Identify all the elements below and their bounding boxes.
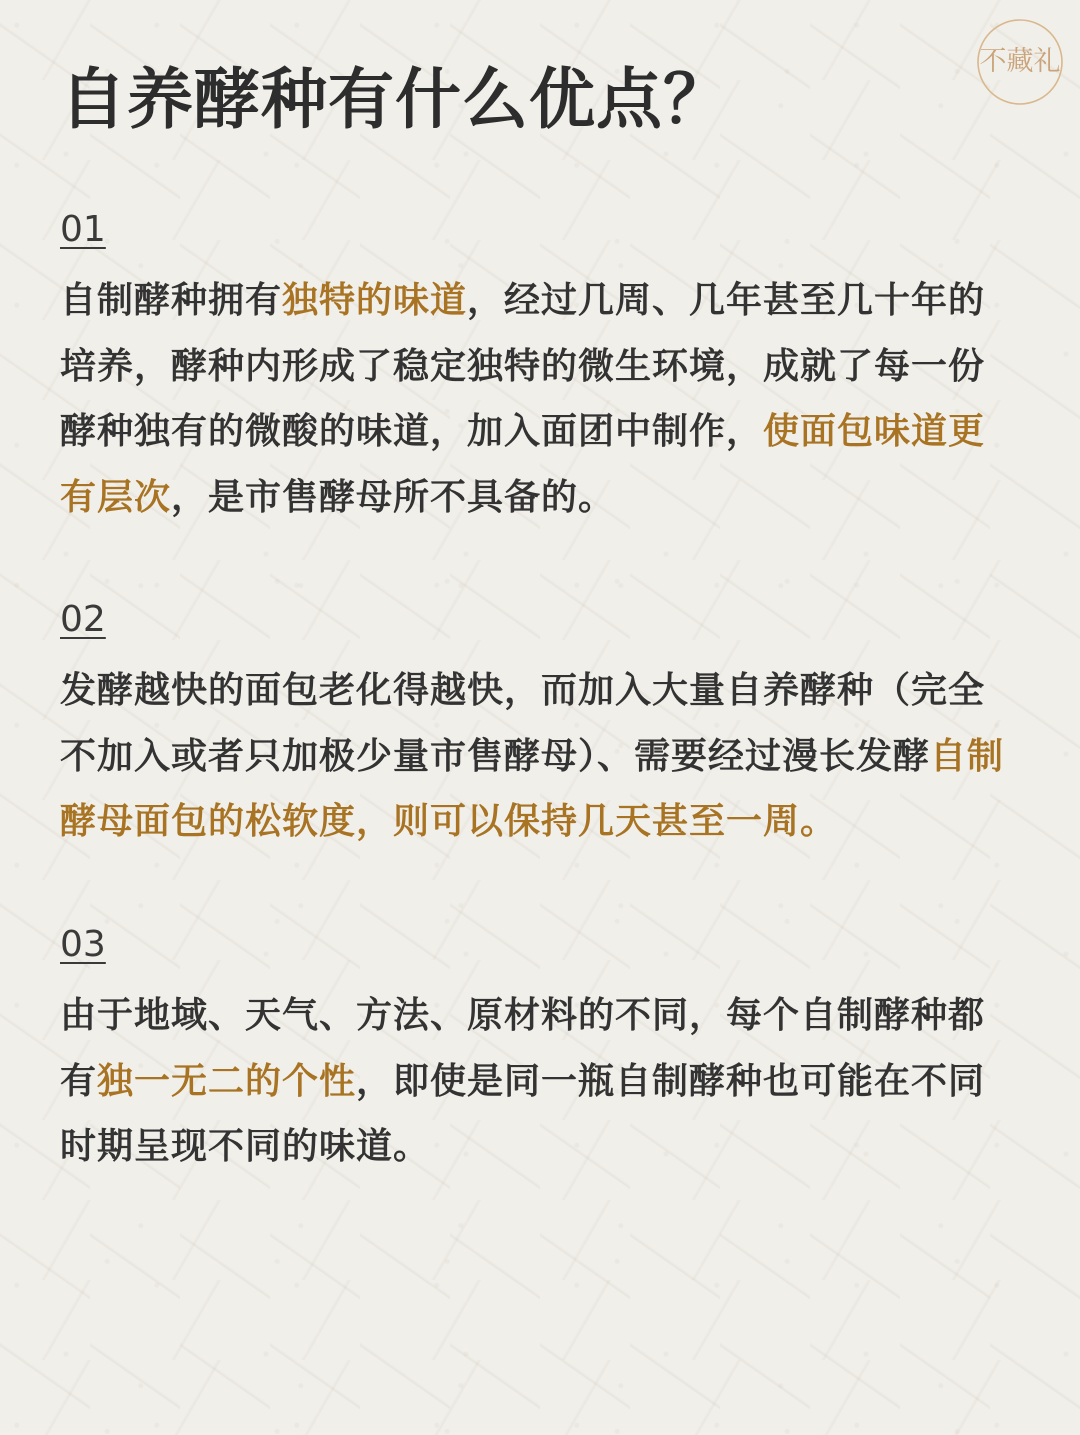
highlighted-text: 独特的味道 (282, 280, 468, 321)
highlighted-text: 使面包味道更有层次 (60, 411, 986, 518)
paragraph-text: 由于地域、天气、方法、原材料的不同，每个自制酵种都有 (60, 995, 986, 1102)
paragraph-text: 自制酵种拥有 (60, 280, 283, 321)
paragraph-text: 发酵越快的面包老化得越快，而加入大量自养酵种（完全不加入或者只加极少量市售酵母）、需要经过漫长发酵 (60, 670, 986, 777)
section-number: 03 (60, 924, 106, 965)
section-paragraph (60, 658, 1020, 855)
paragraph-text: ，即使是同一瓶自制酵种也可能在不同时期呈现不同的味道。 (60, 1060, 986, 1167)
section-number: 02 (60, 599, 106, 640)
highlighted-text: 自制酵母面包的松软度，则可以保持几天甚至一周。 (60, 735, 1005, 842)
section-number: 01 (60, 209, 106, 250)
section-paragraph (60, 268, 1020, 530)
logo-text: 不藏礼 (979, 46, 1061, 77)
page-title: 自养酵种有什么优点？ (60, 61, 730, 138)
point-section-2 (60, 600, 1020, 855)
point-section-1 (60, 210, 1020, 530)
brand-logo (968, 12, 1068, 112)
highlighted-text: 独一无二的个性 (97, 1060, 357, 1102)
point-section-3 (60, 925, 1020, 1180)
section-paragraph (60, 983, 1020, 1180)
paragraph-text: ，是市售酵母所不具备的。 (171, 476, 616, 518)
paragraph-text: ，经过几周、几年甚至几十年的培养，酵种内形成了稳定独特的微生环境，成就了每一份酵种独有的微酸的味道，加入面团中制作， (60, 280, 986, 452)
